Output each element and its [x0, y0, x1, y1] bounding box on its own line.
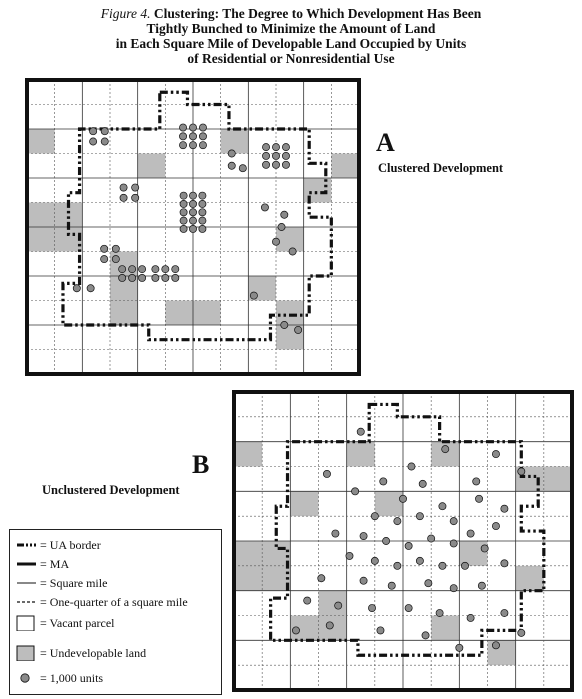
unit-dot [394, 562, 401, 569]
unit-dot [492, 450, 499, 457]
unit-dot [189, 225, 196, 232]
undevelopable-parcel [459, 541, 487, 566]
unit-dot [262, 152, 269, 159]
legend-ma: = MA [16, 556, 216, 572]
unit-dot [172, 266, 179, 273]
undevelopable-parcel [110, 301, 138, 326]
unit-dot [199, 133, 206, 140]
unit-dot [346, 552, 353, 559]
unit-dot [501, 505, 508, 512]
unit-dot [101, 138, 108, 145]
unit-dot [492, 523, 499, 530]
unit-dot [492, 642, 499, 649]
unit-dot [199, 200, 206, 207]
unit-dot [436, 609, 443, 616]
unit-dot [292, 627, 299, 634]
unit-dot [352, 488, 359, 495]
unit-dot [73, 285, 80, 292]
unit-dot [261, 204, 268, 211]
unit-dot [467, 530, 474, 537]
unit-dot [180, 200, 187, 207]
unit-dot [272, 144, 279, 151]
unit-dot [101, 245, 108, 252]
unit-dot [388, 582, 395, 589]
unit-dot [189, 142, 196, 149]
unit-dot [377, 627, 384, 634]
unit-dot [199, 225, 206, 232]
unit-dot [189, 133, 196, 140]
undevelopable-parcel [331, 154, 359, 179]
panel-b-letter: B [192, 450, 210, 479]
unit-dot [289, 248, 296, 255]
unit-dot [422, 632, 429, 639]
title-line-4: of Residential or Nonresidential Use [187, 51, 395, 66]
unit-dot [439, 562, 446, 569]
unit-dot [199, 217, 206, 224]
unit-dot [371, 513, 378, 520]
unit-dot [475, 495, 482, 502]
unit-dot [360, 532, 367, 539]
unit-dot [180, 192, 187, 199]
undevelopable-parcel [221, 129, 249, 154]
unit-dot [101, 128, 108, 135]
legend [9, 529, 222, 695]
unit-dot [518, 629, 525, 636]
panel-b-caption: Unclustered Development [42, 483, 180, 497]
unit-dot [162, 266, 169, 273]
unit-dot [405, 542, 412, 549]
unit-dot [501, 609, 508, 616]
unit-dot [189, 209, 196, 216]
title-line-1: Clustering: The Degree to Which Development Has Been [153, 6, 482, 21]
undevelopable-parcel [544, 467, 572, 492]
unit-dot [179, 133, 186, 140]
unit-dot [360, 577, 367, 584]
unit-dot [101, 255, 108, 262]
unit-dot [416, 513, 423, 520]
unit-dot [262, 144, 269, 151]
unit-dot [119, 274, 126, 281]
unit-dot [112, 255, 119, 262]
undevelopable-parcel [290, 491, 318, 516]
figure-label: Figure 4. [100, 6, 151, 21]
unit-dot [189, 124, 196, 131]
legend-undevelopable: = Undevelopable land [16, 645, 216, 661]
legend-ua-border: = UA border [16, 537, 216, 553]
undevelopable-parcel [516, 566, 544, 591]
legend-units: = 1,000 units [16, 670, 216, 686]
map-clustered [27, 80, 359, 374]
unit-dot [189, 217, 196, 224]
unit-dot [162, 274, 169, 281]
unit-dot [90, 138, 97, 145]
unit-dot [323, 470, 330, 477]
unit-dot [518, 468, 525, 475]
unit-dot [282, 161, 289, 168]
unit-dot [335, 602, 342, 609]
unit-dot [318, 575, 325, 582]
unit-dot [152, 266, 159, 273]
unit-dot [138, 274, 145, 281]
unit-dot [272, 152, 279, 159]
unit-dot [281, 211, 288, 218]
unit-dot [304, 597, 311, 604]
unit-dot [129, 266, 136, 273]
undevelopable-parcel [319, 591, 347, 616]
undevelopable-parcel [234, 442, 262, 467]
unit-dot [428, 535, 435, 542]
unit-dot [250, 292, 257, 299]
unit-dot [399, 495, 406, 502]
undevelopable-parcel [488, 640, 516, 665]
unit-dot [272, 238, 279, 245]
unit-dot [189, 192, 196, 199]
unit-dot [172, 274, 179, 281]
unit-dot [501, 560, 508, 567]
unit-dot [439, 503, 446, 510]
legend-vacant: = Vacant parcel [16, 615, 216, 631]
undevelopable-parcel [138, 154, 166, 179]
undevelopable-parcel [375, 491, 403, 516]
unit-dot [132, 194, 139, 201]
title-line-2: Tightly Bunched to Minimize the Amount of Land [146, 21, 436, 36]
map-unclustered [234, 392, 572, 690]
unit-dot [450, 518, 457, 525]
unit-dot [380, 478, 387, 485]
unit-dot [179, 124, 186, 131]
unit-dot [262, 161, 269, 168]
panel-a-caption: Clustered Development [378, 161, 504, 175]
unit-dot [419, 480, 426, 487]
unit-dot [272, 161, 279, 168]
unit-dot [442, 446, 449, 453]
unit-dot [456, 644, 463, 651]
unit-dot [180, 209, 187, 216]
unit-dot [425, 580, 432, 587]
unit-dot [119, 266, 126, 273]
unit-dot [481, 545, 488, 552]
unit-dot [180, 225, 187, 232]
unit-dot [278, 223, 285, 230]
unit-dot [199, 124, 206, 131]
unit-dot [239, 165, 246, 172]
unit-dot [332, 530, 339, 537]
unit-dot [282, 144, 289, 151]
unit-dot [394, 518, 401, 525]
unit-dot [228, 162, 235, 169]
undevelopable-parcel [276, 301, 304, 326]
unit-dot [478, 582, 485, 589]
panel-a-letter: A [376, 128, 395, 157]
unit-dot [416, 557, 423, 564]
unit-dot [180, 217, 187, 224]
unit-dot [120, 184, 127, 191]
legend-quarter-mile: = One-quarter of a square mile [16, 594, 216, 610]
unit-dot [450, 540, 457, 547]
legend-square-mile: = Square mile [16, 575, 216, 591]
unit-dot [368, 604, 375, 611]
unit-dot [132, 184, 139, 191]
unit-dot [326, 622, 333, 629]
unit-dot [199, 192, 206, 199]
unit-dot [450, 585, 457, 592]
unit-dot [199, 142, 206, 149]
unit-dot [282, 152, 289, 159]
undevelopable-parcel [431, 616, 459, 641]
unit-dot [467, 614, 474, 621]
unit-dot [473, 478, 480, 485]
undevelopable-parcel [27, 129, 55, 154]
unit-dot [357, 428, 364, 435]
unit-dot [87, 285, 94, 292]
unit-dot [199, 209, 206, 216]
unit-dot [461, 562, 468, 569]
unit-dot [112, 245, 119, 252]
unit-dot [383, 537, 390, 544]
unit-dot [408, 463, 415, 470]
unit-dot [405, 604, 412, 611]
unit-dot [295, 326, 302, 333]
unit-dot [129, 274, 136, 281]
unit-dot [228, 150, 235, 157]
unit-dot [189, 200, 196, 207]
unit-dot [179, 142, 186, 149]
undevelopable-parcel [347, 442, 375, 467]
unit-dot [371, 557, 378, 564]
unit-dot [120, 194, 127, 201]
unit-dot [138, 266, 145, 273]
unit-dot [90, 128, 97, 135]
unit-dot [152, 274, 159, 281]
unit-dot [281, 321, 288, 328]
title-line-3: in Each Square Mile of Developable Land Occupied by Units [115, 36, 467, 51]
